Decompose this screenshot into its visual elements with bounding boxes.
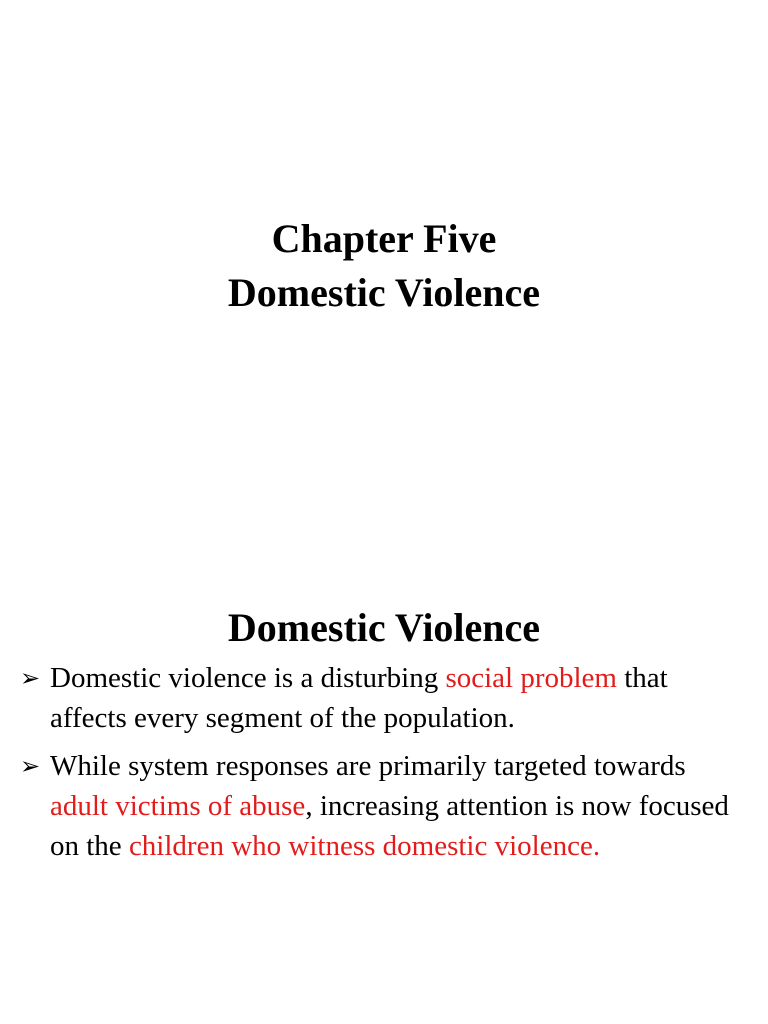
bullet-item: [20, 746, 740, 866]
slide-heading: Domestic Violence: [227, 605, 541, 650]
arrowhead-bullet-icon: ➢: [20, 664, 41, 692]
bullet-text: that affects every segment of the population.: [50, 662, 668, 734]
highlighted-text: social problem: [445, 662, 617, 694]
bullet-list: [20, 658, 740, 874]
bullet-text: Domestic violence is a disturbing: [50, 662, 446, 694]
chapter-number: Chapter Five: [271, 216, 497, 261]
slide-domestic-violence: [0, 512, 768, 1024]
bullet-text: While system responses are primarily targeted towards: [50, 750, 686, 782]
chapter-title: [0, 212, 768, 320]
bullet-text: , increasing attention is now focused on the: [50, 790, 729, 862]
bullet-item: [20, 658, 740, 738]
chapter-topic: Domestic Violence: [227, 270, 541, 315]
arrowhead-bullet-icon: ➢: [20, 752, 41, 780]
highlighted-text: children who witness domestic violence.: [128, 830, 601, 862]
highlighted-text: adult victims of abuse: [50, 790, 306, 822]
